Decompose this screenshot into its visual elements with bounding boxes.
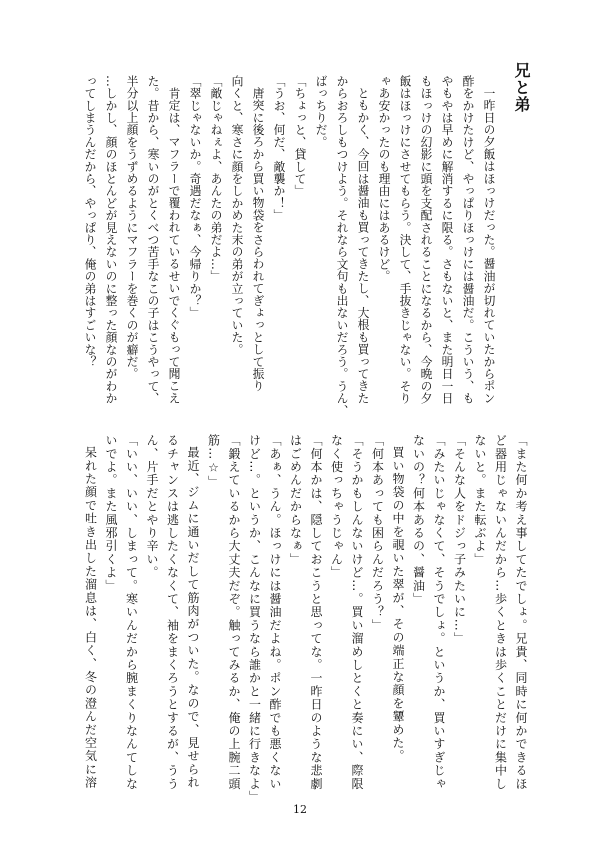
text-line: ないと。また転ぶよ」 — [473, 434, 487, 566]
text-line: やもやは早めに解消するに限る。さもないと、また明日一日 — [440, 75, 454, 405]
text-line: 酢をかけたけど、やっぱりほっけには醤油だ。こういう、も — [461, 75, 475, 405]
text-line: 「そんな人をドジっ子みたいに…」 — [452, 434, 467, 646]
text-line: 最近、ジムに通いだして筋肉がついた。なので、見せられ — [186, 446, 200, 790]
upper-text-block — [79, 62, 532, 417]
text-line: 「翠じゃないか。奇遇だなぁ、今帰りか？」 — [188, 75, 202, 319]
text-line: はごめんだからなぁ」 — [288, 434, 303, 566]
text-line: 半分以上顔をうずめるようにマフラーを巻くのが癖だ。 — [125, 75, 139, 380]
text-line: なく使っちゃうじゃん」 — [329, 434, 344, 580]
text-line: 一昨日の夕飯はほっけだった。醤油が切れていたからポン — [482, 86, 496, 404]
text-line: 「あぁ、うん。ほっけには醤油だよね。ポン酢でも悪くない — [268, 434, 282, 791]
text-line: 「いい、いい、しまって。寒いんだから腕まくりなんてしな — [124, 434, 139, 791]
text-line: 「うお、何だ、敵襲か！」 — [272, 75, 286, 222]
text-line: 「ちょっと、貸して」 — [293, 75, 307, 197]
text-line: 「何本かは、隠しておこうと思ってな。一昨日のような悲劇 — [309, 434, 323, 791]
text-line: た。昔から、寒いのがとくべつ苦手なこの子はこうやって、 — [146, 75, 160, 405]
text-line: 「そうかもしんないけど…。買い溜めしとくと奏にい、際限 — [350, 434, 364, 791]
text-line: ないの？何本あるの、醤油」 — [411, 434, 426, 606]
text-line: …しかし、顔のほとんどが見えないのに整った顔なのがわか — [104, 75, 118, 405]
page-number: 12 — [293, 803, 307, 816]
text-line: 飯はほっけにさせてもらう。決して、手抜きじゃない。そり — [398, 75, 412, 405]
text-line: けど…。というか、こんなに買うなら誰かと一緒に行きなよ」 — [247, 434, 262, 804]
text-line: るチャンスは逃したくなくて、袖をまくろうとするが、うう — [165, 434, 180, 791]
text-line: 買い物袋の中を覗いた翠が、その端正な顔を顰めた。 — [391, 446, 405, 763]
text-line: いでよ。また風邪引くよ」 — [104, 434, 118, 593]
text-line: もほっけの幻影に頭を支配されることになるから、今晩の夕 — [419, 75, 433, 405]
text-line: 筋…☆」 — [206, 434, 221, 489]
text-line: 「みたいじゃなくて、そうでしょ。というか、買いすぎじゃ — [432, 434, 446, 791]
text-line: ばっちりだ。 — [314, 75, 328, 149]
text-line: 「また何か考え事してたでしょ。兄貴、同時に何かできるほ — [514, 434, 528, 791]
chapter-title: 兄と弟 — [512, 62, 531, 113]
text-line: 唐突に後ろから買い物袋をさらわれてぎょっとして振り — [251, 86, 265, 392]
text-line: ゃあ安かったのも理由にはあるけど。 — [377, 75, 391, 283]
text-line: からおろしもつけよう。それなら文句も出ないだろう。うん、 — [335, 75, 349, 417]
text-line: 呆れた顔で吐き出した溜息は、白く、冬の澄んだ空気に溶 — [83, 446, 98, 790]
text-line: 「何本あっても困らんだろう？」 — [370, 434, 385, 632]
text-line: 肯定は、マフラーで覆われているせいでくぐもって聞こえ — [167, 86, 181, 404]
text-line: ど器用じゃないんだから…歩くときは歩くことだけに集中し — [493, 434, 508, 791]
lower-text-block — [80, 434, 531, 804]
text-line: ともかく、今回は醤油も買ってきたし、大根も買ってきた — [356, 86, 370, 404]
text-line: 「鍛えているから大丈夫だぞ。触ってみるか、俺の上腕二頭 — [227, 434, 241, 791]
text-line: ってしまうんだから、やっぱり、俺の弟はすごいな？ — [83, 75, 97, 368]
text-line: 「敵じゃねぇよ、あんたの弟だよ…」 — [209, 75, 223, 283]
text-line: ん、片手だとやり辛い。 — [145, 434, 159, 580]
text-line: 向くと、寒さに顔をしかめた末の弟が立っていた。 — [230, 75, 244, 356]
